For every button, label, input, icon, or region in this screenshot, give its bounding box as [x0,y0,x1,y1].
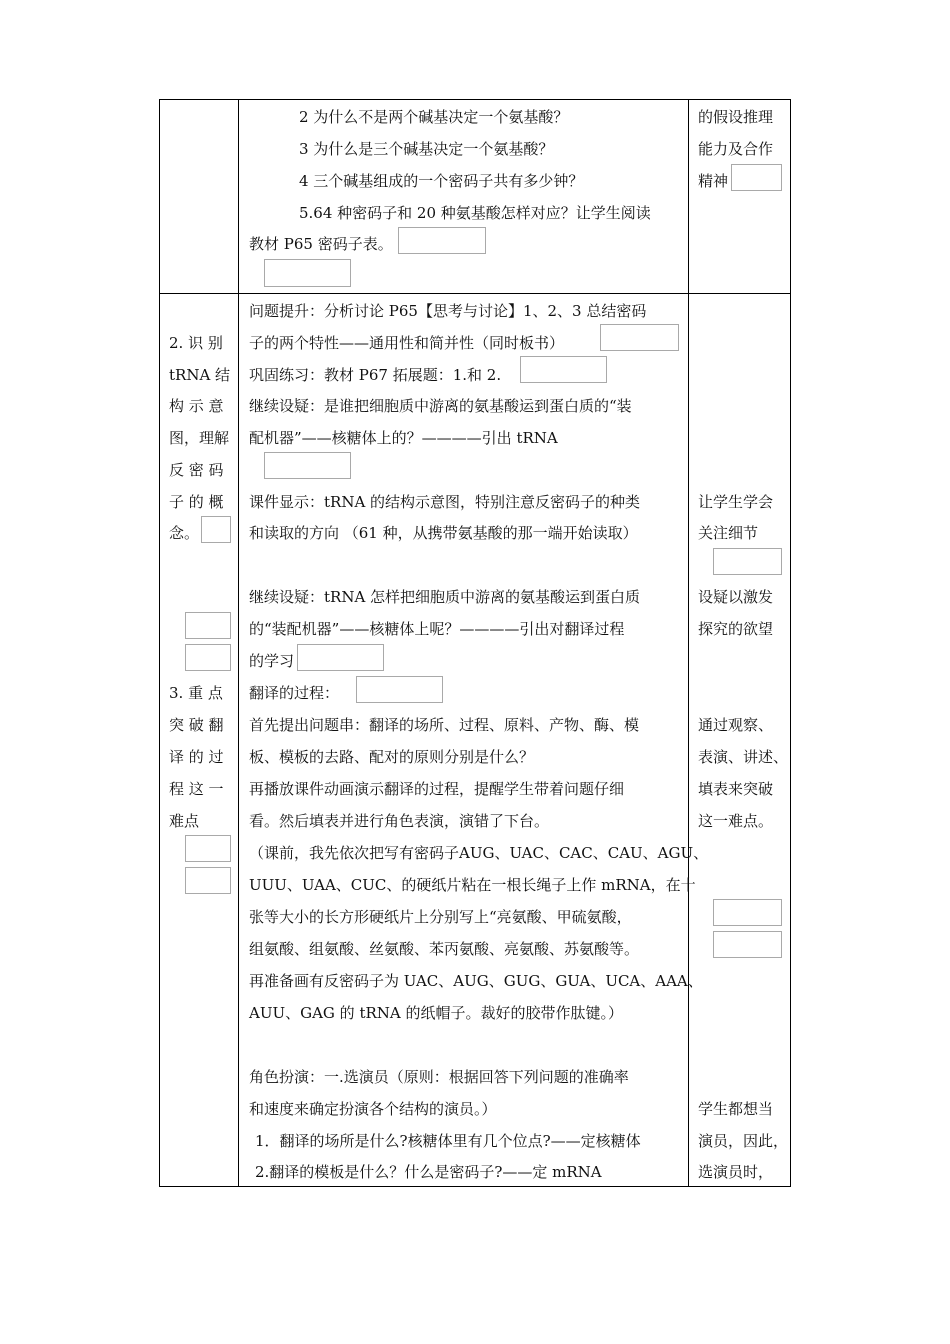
column-divider [238,100,239,1186]
content-line: 1．翻译的场所是什么?核糖体里有几个位点?——定核糖体 [255,1132,641,1150]
text-box-frame [520,356,607,383]
note-line: 关注细节 [698,524,759,542]
text-box-frame [356,676,443,703]
note-line: 让学生学会 [698,493,774,511]
note-line: 选演员时， [698,1163,774,1181]
section-label-line: 念。 [169,524,200,542]
content-line: 首先提出问题串：翻译的场所、过程、原料、产物、酶、模 [249,716,640,734]
section-label-line: 3. 重 点 [169,684,223,702]
text-box-frame [185,612,231,639]
content-line: 组氨酸、组氨酸、丝氨酸、苯丙氨酸、亮氨酸、苏氨酸等。 [249,940,640,958]
note-line: 通过观察、 [698,716,774,734]
note-line: 精神 [698,172,729,190]
content-line: 看。然后填表并进行角色表演，演错了下台。 [249,812,550,830]
section-label-line: 突 破 翻 [169,716,224,734]
content-line: 的“装配机器”——核糖体上呢？————引出对翻译过程 [249,620,625,638]
section-label-line: tRNA 结 [169,366,231,384]
column-divider [688,100,689,1186]
content-line: （课前，我先依次把写有密码子AUG、UAC、CAC、CAU、AGU、 [249,844,709,862]
content-line: 配机器”——核糖体上的？————引出 tRNA [249,429,558,447]
content-line: 继续设疑：tRNA 怎样把细胞质中游离的氨基酸运到蛋白质 [249,588,641,606]
section-label-line: 译 的 过 [169,748,224,766]
text-box-frame [185,644,231,671]
text-box-frame [185,835,231,862]
content-line: 问题提升：分析讨论 P65【思考与讨论】1、2、3 总结密码 [249,302,647,320]
note-line: 设疑以激发 [698,588,774,606]
text-box-frame [297,644,384,671]
content-line: 2.翻译的模板是什么？什么是密码子?——定 mRNA [255,1163,602,1181]
text-box-frame [713,899,782,926]
note-line: 填表来突破 [698,780,774,798]
section-label-line: 图，理解 [169,429,230,447]
note-line: 表演、讲述、 [698,748,789,766]
text-box-frame [201,516,231,543]
note-line: 这一难点。 [698,812,774,830]
content-line: 教材 P65 密码子表。 [249,235,393,253]
section-label-line: 反 密 码 [169,461,224,479]
section-label-line: 难点 [169,812,200,830]
content-line: 角色扮演：一.选演员（原则：根据回答下列问题的准确率 [249,1068,629,1086]
note-line: 的假设推理 [698,108,774,126]
note-line: 能力及合作 [698,140,774,158]
text-box-frame [264,259,351,287]
text-box-frame [398,227,486,254]
content-line: 和读取的方向 （61 种，从携带氨基酸的那一端开始读取） [249,524,638,542]
content-line: 继续设疑：是谁把细胞质中游离的氨基酸运到蛋白质的“装 [249,397,632,415]
row-divider [160,293,790,294]
content-line: 再准备画有反密码子为 UAC、AUG、GUG、GUA、UCA、AAA、 [249,972,703,990]
content-line: 再播放课件动画演示翻译的过程，提醒学生带着问题仔细 [249,780,625,798]
content-line: 2 为什么不是两个碱基决定一个氨基酸？ [299,108,569,126]
note-line: 探究的欲望 [698,620,774,638]
content-line: 3 为什么是三个碱基决定一个氨基酸？ [299,140,554,158]
content-line: 的学习 [249,652,295,670]
text-box-frame [713,931,782,958]
content-line: AUU、GAG 的 tRNA 的纸帽子。裁好的胶带作肽键。） [249,1004,623,1022]
text-box-frame [600,324,679,351]
section-label-line: 构 示 意 [169,397,224,415]
content-line: 巩固练习：教材 P67 拓展题：1.和 2. [249,366,502,384]
note-line: 学生都想当 [698,1100,774,1118]
text-box-frame [264,452,351,479]
content-line: 课件显示：tRNA 的结构示意图，特别注意反密码子的种类 [249,493,641,511]
text-box-frame [185,867,231,894]
content-line: 翻译的过程： [249,684,340,702]
lesson-plan-table [159,99,791,1187]
note-line: 演员，因此， [698,1132,789,1150]
content-line: 4 三个碱基组成的一个密码子共有多少钟？ [299,172,584,190]
content-line: 和速度来确定扮演各个结构的演员。） [249,1100,497,1118]
content-line: 5.64 种密码子和 20 种氨基酸怎样对应？让学生阅读 [299,204,651,222]
content-line: 张等大小的长方形硬纸片上分别写上“亮氨酸、甲硫氨酸， [249,908,632,926]
content-line: 子的两个特性——通用性和简并性（同时板书） [249,334,565,352]
section-label-line: 子 的 概 [169,493,224,511]
text-box-frame [713,548,782,575]
text-box-frame [731,164,782,191]
section-label-line: 2. 识 别 [169,334,223,352]
content-line: UUU、UAA、CUC、的硬纸片粘在一根长绳子上作 mRNA，在十 [249,876,696,894]
section-label-line: 程 这 一 [169,780,224,798]
content-line: 板、模板的去路、配对的原则分别是什么？ [249,748,535,766]
